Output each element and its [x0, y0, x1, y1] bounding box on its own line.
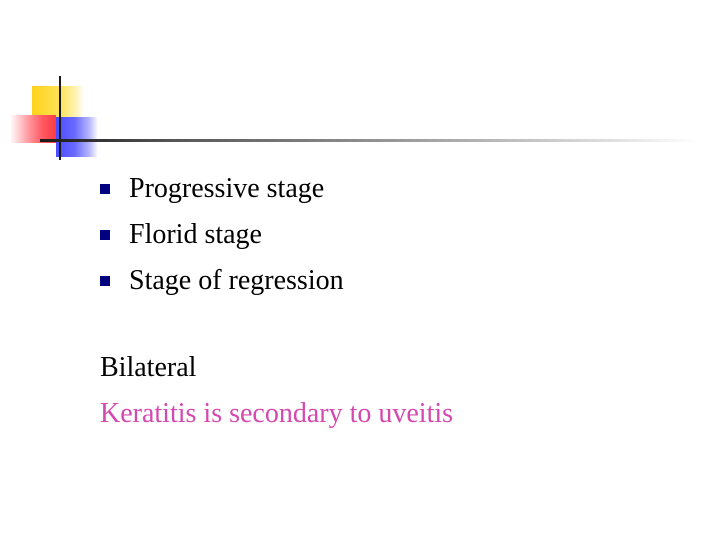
square-bullet-icon — [100, 230, 110, 240]
stage-list — [100, 166, 344, 304]
keratitis-note: Keratitis is secondary to uveitis — [100, 398, 454, 429]
list-item — [100, 166, 344, 212]
bullet-text: Progressive stage — [129, 173, 325, 204]
square-bullet-icon — [100, 184, 110, 194]
decor-blue-square — [56, 117, 98, 157]
list-item — [100, 258, 344, 304]
square-bullet-icon — [100, 276, 110, 286]
bullet-text: Florid stage — [129, 219, 262, 250]
bilateral-text: Bilateral — [100, 352, 197, 383]
title-underline — [40, 139, 700, 142]
list-item — [100, 212, 344, 258]
decor-vertical-line — [59, 76, 61, 160]
bullet-text: Stage of regression — [129, 265, 344, 296]
